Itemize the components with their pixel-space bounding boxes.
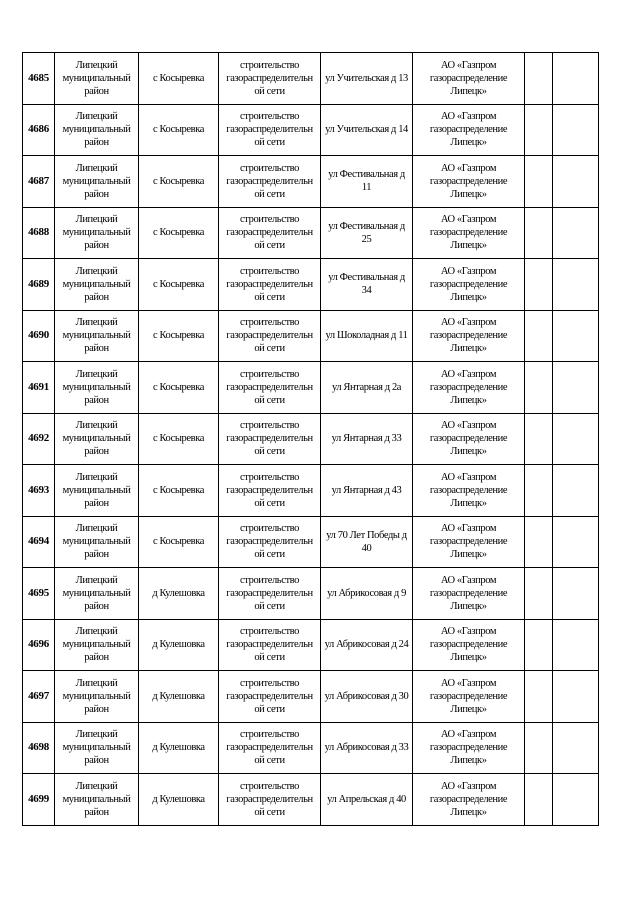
work-type-cell: строительство газораспределительн ой сети [219,516,321,568]
table-row [23,619,599,671]
row-number-cell: 4687 [23,156,55,208]
locality-cell: с Косыревка [139,413,219,465]
row-number-cell: 4699 [23,774,55,826]
table-body [23,53,599,826]
district-cell: Липецкий муниципальный район [55,362,139,414]
district-cell: Липецкий муниципальный район [55,310,139,362]
row-number-cell: 4697 [23,671,55,723]
empty-cell [525,619,553,671]
organization-cell: АО «Газпром газораспределение Липецк» [413,53,525,105]
district-cell: Липецкий муниципальный район [55,53,139,105]
empty-cell [553,104,599,156]
empty-cell [553,568,599,620]
empty-cell [525,156,553,208]
empty-cell [553,207,599,259]
organization-cell: АО «Газпром газораспределение Липецк» [413,465,525,517]
empty-cell [553,465,599,517]
district-cell: Липецкий муниципальный район [55,516,139,568]
organization-cell: АО «Газпром газораспределение Липецк» [413,619,525,671]
work-type-cell: строительство газораспределительн ой сети [219,619,321,671]
organization-cell: АО «Газпром газораспределение Липецк» [413,722,525,774]
work-type-cell: строительство газораспределительн ой сети [219,413,321,465]
address-cell: ул Абрикосовая д 9 [321,568,413,620]
empty-cell [553,362,599,414]
district-cell: Липецкий муниципальный район [55,104,139,156]
district-cell: Липецкий муниципальный район [55,156,139,208]
document-page [22,52,598,826]
work-type-cell: строительство газораспределительн ой сети [219,568,321,620]
row-number-cell: 4691 [23,362,55,414]
row-number-cell: 4690 [23,310,55,362]
empty-cell [525,671,553,723]
table-row [23,516,599,568]
address-cell: ул Учительская д 14 [321,104,413,156]
row-number-cell: 4688 [23,207,55,259]
address-cell: ул Янтарная д 43 [321,465,413,517]
empty-cell [525,722,553,774]
table-row [23,310,599,362]
table-row [23,722,599,774]
work-type-cell: строительство газораспределительн ой сети [219,362,321,414]
empty-cell [553,53,599,105]
organization-cell: АО «Газпром газораспределение Липецк» [413,516,525,568]
locality-cell: д Кулешовка [139,774,219,826]
district-cell: Липецкий муниципальный район [55,619,139,671]
work-type-cell: строительство газораспределительн ой сети [219,310,321,362]
locality-cell: с Косыревка [139,207,219,259]
row-number-cell: 4696 [23,619,55,671]
district-cell: Липецкий муниципальный район [55,774,139,826]
empty-cell [553,259,599,311]
district-cell: Липецкий муниципальный район [55,568,139,620]
empty-cell [553,413,599,465]
locality-cell: с Косыревка [139,310,219,362]
locality-cell: д Кулешовка [139,722,219,774]
district-cell: Липецкий муниципальный район [55,259,139,311]
row-number-cell: 4694 [23,516,55,568]
row-number-cell: 4689 [23,259,55,311]
empty-cell [525,362,553,414]
locality-cell: д Кулешовка [139,568,219,620]
address-cell: ул Абрикосовая д 24 [321,619,413,671]
empty-cell [525,413,553,465]
table-row [23,774,599,826]
work-type-cell: строительство газораспределительн ой сети [219,207,321,259]
organization-cell: АО «Газпром газораспределение Липецк» [413,774,525,826]
row-number-cell: 4686 [23,104,55,156]
empty-cell [525,568,553,620]
empty-cell [553,619,599,671]
locality-cell: с Косыревка [139,465,219,517]
table-row [23,259,599,311]
locality-cell: с Косыревка [139,104,219,156]
table-row [23,465,599,517]
work-type-cell: строительство газораспределительн ой сети [219,671,321,723]
empty-cell [525,310,553,362]
locality-cell: с Косыревка [139,259,219,311]
empty-cell [525,104,553,156]
work-type-cell: строительство газораспределительн ой сети [219,53,321,105]
table-row [23,104,599,156]
table-row [23,671,599,723]
table-row [23,362,599,414]
empty-cell [525,774,553,826]
locality-cell: с Косыревка [139,156,219,208]
locality-cell: д Кулешовка [139,619,219,671]
work-type-cell: строительство газораспределительн ой сети [219,259,321,311]
address-cell: ул Шоколадная д 11 [321,310,413,362]
address-cell: ул Фестивальная д 25 [321,207,413,259]
row-number-cell: 4698 [23,722,55,774]
district-cell: Липецкий муниципальный район [55,207,139,259]
empty-cell [553,774,599,826]
empty-cell [553,722,599,774]
locality-cell: с Косыревка [139,53,219,105]
address-cell: ул Фестивальная д 11 [321,156,413,208]
district-cell: Липецкий муниципальный район [55,671,139,723]
empty-cell [553,671,599,723]
district-cell: Липецкий муниципальный район [55,465,139,517]
table-row [23,568,599,620]
table-row [23,156,599,208]
table-row [23,413,599,465]
organization-cell: АО «Газпром газораспределение Липецк» [413,568,525,620]
district-cell: Липецкий муниципальный район [55,722,139,774]
table-row [23,207,599,259]
address-cell: ул Апрельская д 40 [321,774,413,826]
empty-cell [553,516,599,568]
row-number-cell: 4695 [23,568,55,620]
table-row [23,53,599,105]
empty-cell [525,465,553,517]
row-number-cell: 4692 [23,413,55,465]
registry-table [22,52,599,826]
empty-cell [553,156,599,208]
empty-cell [525,259,553,311]
work-type-cell: строительство газораспределительн ой сети [219,774,321,826]
organization-cell: АО «Газпром газораспределение Липецк» [413,259,525,311]
address-cell: ул Янтарная д 2а [321,362,413,414]
address-cell: ул Абрикосовая д 33 [321,722,413,774]
locality-cell: с Косыревка [139,516,219,568]
row-number-cell: 4685 [23,53,55,105]
address-cell: ул Абрикосовая д 30 [321,671,413,723]
organization-cell: АО «Газпром газораспределение Липецк» [413,104,525,156]
work-type-cell: строительство газораспределительн ой сети [219,465,321,517]
work-type-cell: строительство газораспределительн ой сети [219,104,321,156]
empty-cell [525,516,553,568]
address-cell: ул Фестивальная д 34 [321,259,413,311]
locality-cell: д Кулешовка [139,671,219,723]
work-type-cell: строительство газораспределительн ой сети [219,156,321,208]
district-cell: Липецкий муниципальный район [55,413,139,465]
empty-cell [525,207,553,259]
organization-cell: АО «Газпром газораспределение Липецк» [413,362,525,414]
address-cell: ул Учительская д 13 [321,53,413,105]
address-cell: ул 70 Лет Победы д 40 [321,516,413,568]
address-cell: ул Янтарная д 33 [321,413,413,465]
organization-cell: АО «Газпром газораспределение Липецк» [413,207,525,259]
organization-cell: АО «Газпром газораспределение Липецк» [413,413,525,465]
empty-cell [553,310,599,362]
empty-cell [525,53,553,105]
organization-cell: АО «Газпром газораспределение Липецк» [413,310,525,362]
locality-cell: с Косыревка [139,362,219,414]
work-type-cell: строительство газораспределительн ой сети [219,722,321,774]
row-number-cell: 4693 [23,465,55,517]
organization-cell: АО «Газпром газораспределение Липецк» [413,671,525,723]
organization-cell: АО «Газпром газораспределение Липецк» [413,156,525,208]
